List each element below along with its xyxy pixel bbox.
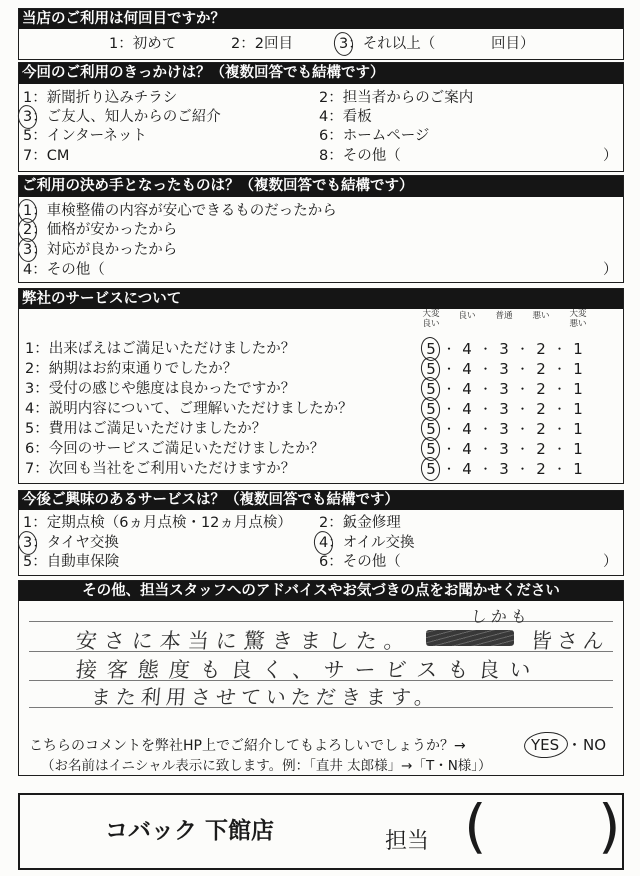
option-more-times: 3：それ以上（ bbox=[339, 36, 436, 52]
rating-question: 4：説明内容について、ご理解いただけましたか？ bbox=[25, 401, 353, 417]
rating-value: 2 bbox=[536, 340, 546, 358]
rating-value-selected: 5 bbox=[426, 440, 436, 458]
rating-row bbox=[19, 460, 623, 478]
rating-separator: ・ bbox=[553, 402, 566, 416]
rating-separator: ・ bbox=[553, 462, 566, 476]
handwritten-comment-line: また利用させていただきます。 bbox=[89, 685, 441, 709]
rating-value: 2 bbox=[536, 420, 546, 438]
other-close-paren: ） bbox=[603, 262, 618, 278]
consent-separator: ・ bbox=[567, 736, 583, 754]
rating-separator: ・ bbox=[516, 402, 529, 416]
rating-row bbox=[19, 360, 623, 378]
option-item: 4：その他（ bbox=[23, 262, 105, 278]
rating-separator: ・ bbox=[443, 402, 456, 416]
staff-paren-close: ) bbox=[598, 792, 621, 860]
other-close-paren: ） bbox=[603, 554, 618, 570]
option-item: 3：タイヤ交換 bbox=[23, 535, 119, 551]
option-item: 2：鈑金修理 bbox=[319, 515, 401, 531]
rating-separator: ・ bbox=[443, 422, 456, 436]
rating-value: 4 bbox=[462, 400, 472, 418]
rating-value: 1 bbox=[573, 340, 583, 358]
handwritten-comment-line: 接客態度も良く、サービスも良い bbox=[74, 658, 542, 682]
comment-section bbox=[18, 580, 624, 776]
rating-row bbox=[19, 340, 623, 358]
option-item: 1：定期点検（6ヵ月点検・12ヵ月点検） bbox=[23, 515, 292, 531]
handwritten-comment-line: 皆さん bbox=[529, 629, 610, 653]
option-item: 4：オイル交換 bbox=[319, 535, 415, 551]
future-interest-section bbox=[18, 490, 624, 576]
section-header: 今回のご利用のきっかけは？（複数回答でも結構です） bbox=[19, 63, 623, 84]
rating-separator: ・ bbox=[516, 422, 529, 436]
rating-value: 3 bbox=[499, 420, 509, 438]
rating-value: 3 bbox=[499, 340, 509, 358]
rating-value-selected: 5 bbox=[426, 340, 436, 358]
rating-value: 4 bbox=[462, 420, 472, 438]
rating-value: 1 bbox=[573, 460, 583, 478]
rating-value: 2 bbox=[536, 460, 546, 478]
rating-separator: ・ bbox=[479, 442, 492, 456]
consent-yes: YES bbox=[531, 736, 560, 754]
rating-value: 3 bbox=[499, 400, 509, 418]
rating-question: 6：今回のサービスご満足いただけましたか？ bbox=[25, 441, 325, 457]
staff-paren-open: ( bbox=[464, 792, 487, 860]
scale-label: 悪い bbox=[532, 311, 550, 321]
rating-separator: ・ bbox=[516, 442, 529, 456]
rating-separator: ・ bbox=[516, 462, 529, 476]
option-item: 7：CM bbox=[23, 148, 70, 164]
rating-question: 3：受付の感じや態度は良かったですか？ bbox=[25, 381, 296, 397]
initials-note: （お名前はイニシャル表示に致します。例：「直井 太郎様」→「T・N様」） bbox=[41, 758, 492, 774]
rating-value: 4 bbox=[462, 440, 472, 458]
option-item: 6：ホームページ bbox=[319, 128, 430, 144]
option-item: 5：インターネット bbox=[23, 128, 147, 144]
rating-separator: ・ bbox=[479, 362, 492, 376]
rating-separator: ・ bbox=[443, 342, 456, 356]
rating-value: 1 bbox=[573, 360, 583, 378]
option-item: 6：その他（ bbox=[319, 554, 401, 570]
option-item: 4：看板 bbox=[319, 109, 372, 125]
scale-label: 普通 bbox=[495, 311, 513, 321]
option-item: 3：ご友人、知人からのご紹介 bbox=[23, 109, 221, 125]
rating-value: 2 bbox=[536, 400, 546, 418]
rating-value-selected: 5 bbox=[426, 360, 436, 378]
handwritten-comment-line: 安さに本当に驚きました。 bbox=[74, 629, 413, 653]
rating-row bbox=[19, 440, 623, 458]
rating-value: 1 bbox=[573, 420, 583, 438]
option-first-time: 1：初めて bbox=[109, 36, 177, 52]
scale-label: 大変良い bbox=[422, 309, 440, 329]
rating-value-selected: 5 bbox=[426, 460, 436, 478]
rating-question: 5：費用はご満足いただけましたか？ bbox=[25, 421, 267, 437]
rating-separator: ・ bbox=[553, 342, 566, 356]
rating-value: 4 bbox=[462, 360, 472, 378]
option-more-times-suffix: 回目） bbox=[491, 36, 535, 52]
rating-question: 2：納期はお約束通りでしたか？ bbox=[25, 361, 238, 377]
rating-value: 4 bbox=[462, 380, 472, 398]
rating-value-selected: 5 bbox=[426, 380, 436, 398]
store-footer bbox=[18, 793, 624, 870]
store-name: コバック 下館店 bbox=[105, 818, 275, 844]
rating-value: 2 bbox=[536, 360, 546, 378]
rating-row bbox=[19, 400, 623, 418]
rating-value: 4 bbox=[462, 460, 472, 478]
rating-value-selected: 5 bbox=[426, 400, 436, 418]
visit-count-section bbox=[18, 8, 624, 60]
option-item: 5：自動車保険 bbox=[23, 554, 120, 570]
scale-label: 良い bbox=[458, 311, 476, 321]
section-header: 今後ご興味のあるサービスは？（複数回答でも結構です） bbox=[19, 491, 623, 510]
rating-value: 3 bbox=[499, 440, 509, 458]
option-item: 3：対応が良かったから bbox=[23, 242, 178, 258]
rating-value: 1 bbox=[573, 380, 583, 398]
rating-separator: ・ bbox=[553, 362, 566, 376]
scale-label: 大変悪い bbox=[569, 309, 587, 329]
deciding-factor-section bbox=[18, 175, 624, 283]
option-item: 2：担当者からのご案内 bbox=[319, 90, 474, 106]
rating-value: 3 bbox=[499, 460, 509, 478]
rating-value: 3 bbox=[499, 360, 509, 378]
trigger-section bbox=[18, 62, 624, 172]
scribbled-out-text bbox=[426, 630, 514, 646]
option-item: 1：新聞折り込みチラシ bbox=[23, 90, 178, 106]
publish-consent-question: こちらのコメントを弊社HP上でご紹介してもよろしいでしょうか？→ bbox=[29, 738, 466, 754]
rating-question: 1：出来ばえはご満足いただけましたか？ bbox=[25, 341, 296, 357]
section-header: 弊社のサービスについて bbox=[19, 289, 623, 309]
rating-value: 2 bbox=[536, 440, 546, 458]
rating-question: 7：次回も当社をご利用いただけますか？ bbox=[25, 461, 296, 477]
other-close-paren: ） bbox=[603, 148, 618, 164]
rating-separator: ・ bbox=[479, 342, 492, 356]
rating-separator: ・ bbox=[516, 382, 529, 396]
rating-separator: ・ bbox=[443, 462, 456, 476]
rating-separator: ・ bbox=[553, 422, 566, 436]
rating-value-selected: 5 bbox=[426, 420, 436, 438]
rating-value: 4 bbox=[462, 340, 472, 358]
rating-row bbox=[19, 380, 623, 398]
option-item: 1：車検整備の内容が安心できるものだったから bbox=[23, 203, 337, 219]
staff-label: 担当 bbox=[385, 829, 430, 854]
rating-separator: ・ bbox=[516, 342, 529, 356]
rating-separator: ・ bbox=[553, 442, 566, 456]
rating-separator: ・ bbox=[553, 382, 566, 396]
section-header: ご利用の決め手となったものは？（複数回答でも結構です） bbox=[19, 176, 623, 197]
rating-value: 3 bbox=[499, 380, 509, 398]
handwritten-insertion: しかも bbox=[470, 607, 532, 626]
option-item: 2：価格が安かったから bbox=[23, 222, 178, 238]
rating-separator: ・ bbox=[443, 362, 456, 376]
option-item: 8：その他（ bbox=[319, 148, 401, 164]
rating-value: 2 bbox=[536, 380, 546, 398]
section-header: 当店のご利用は何回目ですか？ bbox=[19, 9, 623, 29]
rating-value: 1 bbox=[573, 400, 583, 418]
rating-separator: ・ bbox=[479, 402, 492, 416]
rating-separator: ・ bbox=[443, 442, 456, 456]
rating-separator: ・ bbox=[479, 462, 492, 476]
section-header: その他、担当スタッフへのアドバイスやお気づきの点をお聞かせください bbox=[19, 581, 623, 601]
rating-value: 1 bbox=[573, 440, 583, 458]
rating-separator: ・ bbox=[516, 362, 529, 376]
rating-row bbox=[19, 420, 623, 438]
rating-separator: ・ bbox=[479, 382, 492, 396]
rating-separator: ・ bbox=[443, 382, 456, 396]
rating-separator: ・ bbox=[479, 422, 492, 436]
option-second-time: 2：2回目 bbox=[231, 36, 293, 52]
consent-no: NO bbox=[583, 736, 607, 754]
service-rating-section bbox=[18, 288, 624, 484]
